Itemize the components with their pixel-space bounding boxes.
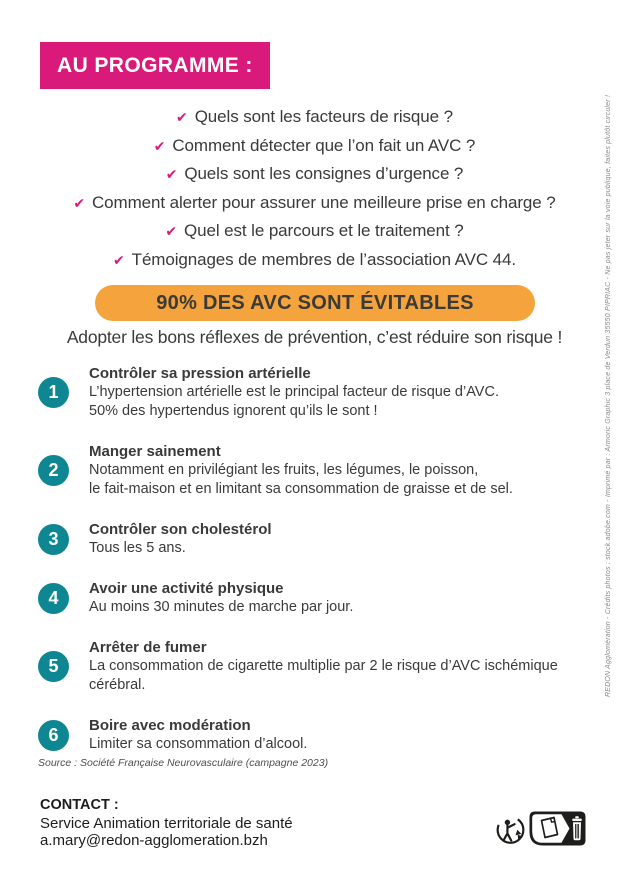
program-list [0,103,629,274]
tip-number-badge: 5 [38,651,69,682]
program-item [0,246,629,275]
print-credit-vertical: REDON Agglomération - Crédits photos : stock.adobe.com - Imprimé par : Armoric Graphic 3 place de Verdun 35550 PIPRIAC - Ne pas jeter sur la voie publique, faites plutôt circuler ! [605,94,612,697]
paper-sorting-bin-icon [529,811,586,846]
tip-number-badge: 2 [38,455,69,486]
program-item [0,217,629,246]
tip-text [89,579,353,617]
tip-item [38,364,598,421]
contact-block [40,797,293,850]
tips-list [38,364,598,775]
contact-heading: CONTACT : [40,797,119,813]
tip-text [89,364,499,421]
contact-email[interactable]: a.mary@redon-agglomeration.bzh [40,832,268,849]
tip-title: Avoir une activité physique [89,580,284,597]
tip-text [89,442,513,499]
program-item [0,132,629,161]
tip-line: Notamment en privilégiant les fruits, les légumes, le poisson, [89,462,479,478]
tip-line: L’hypertension artérielle est le principal facteur de risque d’AVC. [89,384,499,400]
check-icon: ✔ [153,137,166,154]
source-note: Source : Société Française Neurovasculaire (campagne 2023) [38,757,329,769]
recycling-logos [496,811,586,846]
section-header-label: AU PROGRAMME : [57,54,253,77]
tip-number-badge: 1 [38,377,69,408]
program-item-label: Quels sont les consignes d’urgence ? [184,164,464,183]
prevention-subtitle: Adopter les bons réflexes de prévention, c’est réduire son risque ! [66,327,563,347]
program-item [0,103,629,132]
tip-text [89,520,272,558]
tip-number-badge: 3 [38,524,69,555]
program-item [0,189,629,218]
triman-recycling-icon [496,812,525,846]
tip-text [89,716,307,754]
check-icon: ✔ [176,109,188,125]
stat-banner [95,285,535,321]
program-item-label: Comment détecter que l’on fait un AVC ? [172,135,476,155]
tip-item [38,520,598,558]
tip-title: Arrêter de fumer [89,639,207,656]
check-icon: ✔ [165,223,178,239]
check-icon: ✔ [113,251,125,268]
tip-line: Tous les 5 ans. [89,540,186,556]
tip-line: le fait-maison et en limitant sa consommation de graisse et de sel. [89,481,513,497]
tip-line: cérébral. [89,677,146,693]
tip-item [38,579,598,617]
tip-line: Au moins 30 minutes de marche par jour. [89,599,354,615]
program-item-label: Comment alerter pour assurer une meilleure prise en charge ? [92,192,556,212]
program-item [0,160,629,189]
tip-number-badge: 6 [38,720,69,751]
tip-line: La consommation de cigarette multiplie par 2 le risque d’AVC ischémique [89,658,558,674]
tip-text [89,638,558,695]
tip-item [38,442,598,499]
stat-banner-label: 90% DES AVC SONT ÉVITABLES [156,292,474,314]
program-item-label: Quel est le parcours et le traitement ? [184,221,464,240]
tip-line: 50% des hypertendus ignorent qu’ils le sont ! [89,403,378,419]
tip-item [38,716,598,754]
tip-title: Manger sainement [89,443,221,460]
tip-title: Contrôler son cholestérol [89,521,272,538]
check-icon: ✔ [73,194,85,211]
contact-service: Service Animation territoriale de santé [40,814,293,832]
program-item-label: Témoignages de membres de l’association AVC 44. [131,249,516,269]
section-header [40,42,270,89]
check-icon: ✔ [165,166,178,182]
tip-title: Boire avec modération [89,717,251,734]
tip-line: Limiter sa consommation d’alcool. [89,736,308,752]
tip-title: Contrôler sa pression artérielle [89,365,311,382]
program-item-label: Quels sont les facteurs de risque ? [194,107,453,126]
tip-number-badge: 4 [38,583,69,614]
tip-item [38,638,598,695]
